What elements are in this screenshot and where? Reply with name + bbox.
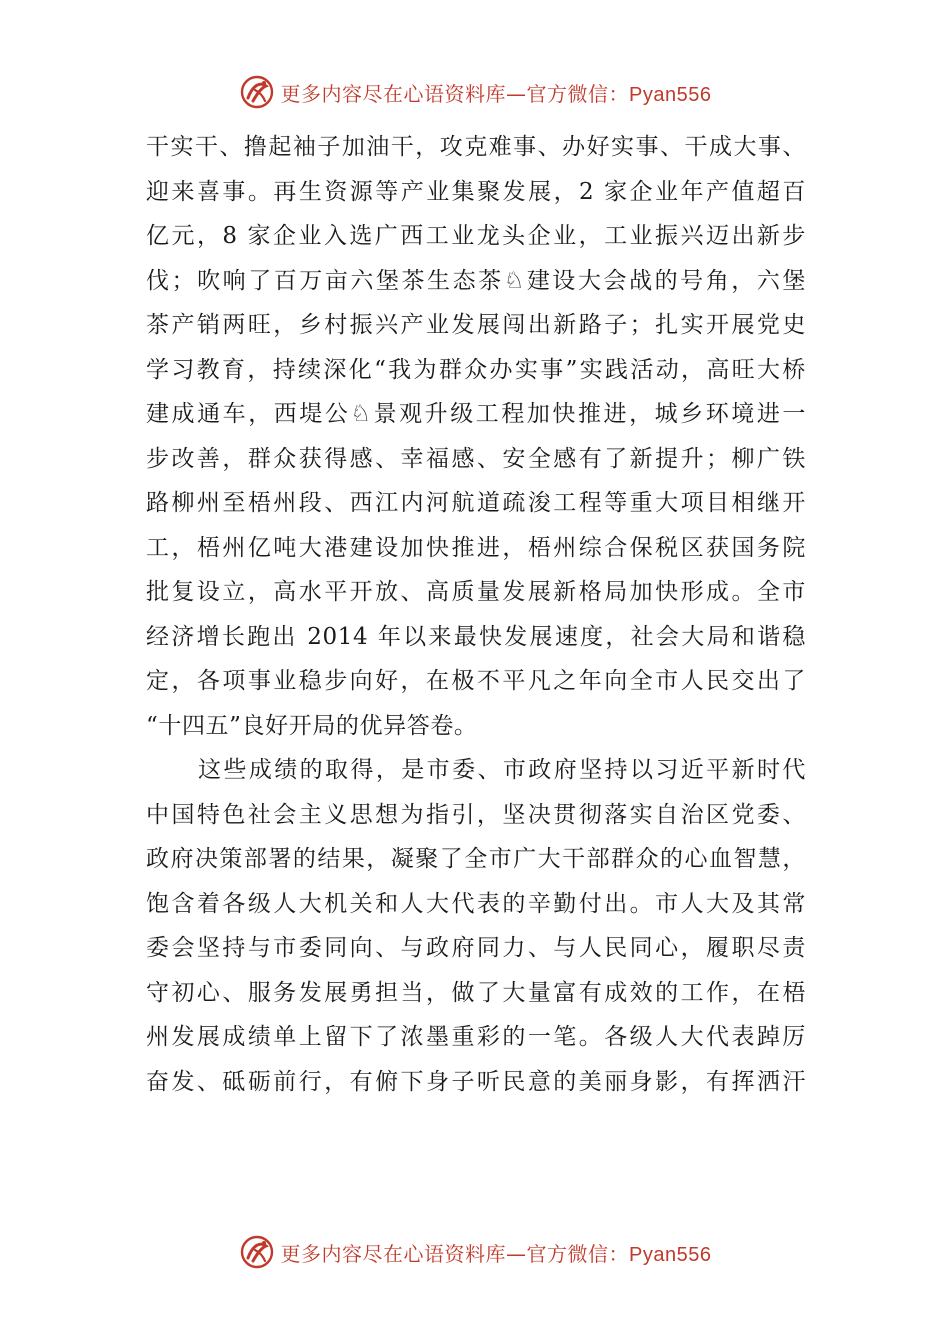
calligraphy-seal-icon (239, 1234, 275, 1270)
footer-watermark-banner (0, 1230, 950, 1274)
text-line: 路柳州至梧州段、西江内河航道疏浚工程等重大项目相继开 (146, 490, 806, 516)
text-line: 干实干、撸起袖子加油干，攻克难事、办好实事、干成大事、 (146, 134, 806, 160)
text-line: 亿元，8 家企业入选广西工业龙头企业，工业振兴迈出新步 (146, 223, 806, 249)
header-watermark-banner (0, 70, 950, 114)
banner-text: 更多内容尽在心语资料库—官方微信：Pyan556 (280, 1241, 712, 1266)
text-line: 批复设立，高水平开放、高质量发展新格局加快形成。全市 (146, 579, 806, 605)
text-line: 委会坚持与市委同向、与政府同力、与人民同心，履职尽责 (146, 935, 806, 961)
text-line: 政府决策部署的结果，凝聚了全市广大干部群众的心血智慧， (146, 846, 806, 872)
text-line: “十四五”良好开局的优异答卷。 (146, 712, 478, 739)
text-line: 经济增长跑出 2014 年以来最快发展速度，社会大局和谐稳 (146, 623, 806, 650)
text-line: 茶产销两旺，乡村振兴产业发展闯出新路子；扎实开展党史 (146, 312, 806, 338)
text-line: 守初心、服务发展勇担当，做了大量富有成效的工作，在梧 (146, 979, 806, 1006)
text-line: 建成通车，西堤公♘景观升级工程加快推进，城乡环境进一 (146, 401, 806, 427)
text-line: 州发展成绩单上留下了浓墨重彩的一笔。各级人大代表踔厉 (146, 1024, 806, 1050)
text-line: 迎来喜事。再生资源等产业集聚发展，2 家企业年产值超百 (146, 178, 806, 205)
banner-text: 更多内容尽在心语资料库—官方微信：Pyan556 (280, 81, 712, 106)
calligraphy-seal-icon (239, 74, 275, 110)
text-line: 奋发、砥砺前行，有俯下身子听民意的美丽身影，有挥洒汗 (146, 1068, 806, 1095)
text-line: 步改善，群众获得感、幸福感、安全感有了新提升；柳广铁 (146, 445, 806, 472)
text-line: 工，梧州亿吨大港建设加快推进，梧州综合保税区获国务院 (146, 534, 806, 561)
text-line: 饱含着各级人大机关和人大代表的辛勤付出。市人大及其常 (146, 890, 806, 917)
text-line: 这些成绩的取得，是市委、市政府坚持以习近平新时代 (198, 757, 806, 783)
document-body (146, 125, 806, 1104)
text-line: 定，各项事业稳步向好，在极不平凡之年向全市人民交出了 (146, 668, 806, 694)
text-line: 学习教育，持续深化“我为群众办实事”实践活动，高旺大桥 (146, 356, 806, 383)
text-line: 伐；吹响了百万亩六堡茶生态茶♘建设大会战的号角，六堡 (146, 267, 806, 294)
text-line: 中国特色社会主义思想为指引，坚决贯彻落实自治区党委、 (146, 801, 806, 828)
